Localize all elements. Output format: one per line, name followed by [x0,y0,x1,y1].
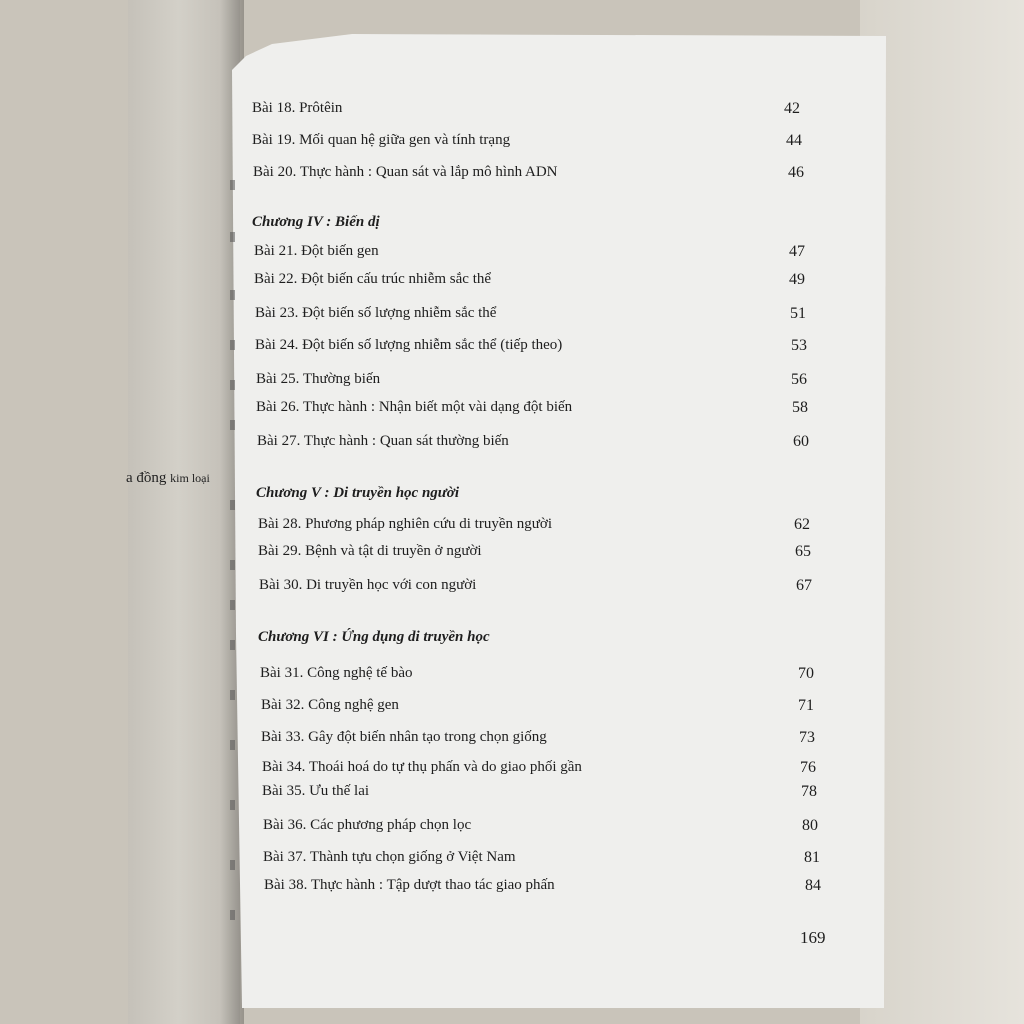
toc-entry-page: 76 [800,759,816,776]
toc-entry-label: Bài 38. [264,877,308,893]
toc-entry-page: 51 [790,305,806,322]
margin-mark [230,800,235,810]
toc-entry [0,399,1024,425]
toc-entry-label: Bài 20. [253,164,297,180]
toc-entry-label: Bài 28. [258,516,302,532]
toc-entry-text: Thực hành : Quan sát thường biến [303,433,509,449]
toc-entry-text: Prôtêin [299,100,343,116]
margin-mark [230,560,235,570]
toc-entry-text: Thực hành : Tập dượt thao tác giao phấn [310,877,555,893]
toc-entry-page: 73 [799,729,815,746]
toc-entry-label: Bài 36. [263,817,307,833]
toc-entry-page: 53 [791,337,807,354]
margin-mark [230,690,235,700]
toc-entry-page: 58 [792,399,808,416]
toc-entry-text: Đột biến số lượng nhiễm sắc thể [302,305,497,321]
toc-entry-label: Bài 18. [252,100,296,116]
toc-entry [0,433,1024,459]
toc-entry [0,877,1024,903]
margin-mark [230,740,235,750]
toc-entry-text: Công nghệ gen [308,697,399,713]
toc-entry-text: Đột biến cấu trúc nhiễm sắc thể [301,271,492,287]
toc-entry [0,665,1024,691]
toc-entry [0,783,1024,809]
toc-entry-title [260,665,413,682]
toc-entry-page: 67 [796,577,812,594]
toc-entry-page: 84 [805,877,821,894]
toc-entry-text: Các phương pháp chọn lọc [310,817,472,833]
toc-entry-page: 78 [801,783,817,800]
toc-entry [0,759,1024,785]
toc-entry [0,817,1024,843]
toc-entry-text: Công nghệ tế bào [307,665,413,681]
toc-entry-label: Bài 31. [260,665,304,681]
chapter-heading: Chương IV : Biến dị [252,214,380,230]
page-number: 169 [800,928,826,947]
toc-entry-page: 47 [789,243,805,260]
toc-entry-label: Bài 23. [255,305,299,321]
toc-entry-title [261,697,399,714]
toc-entry-label: Bài 19. [252,132,296,148]
toc-entry-page: 60 [793,433,809,450]
toc-entry-text: Thành tựu chọn giống ở Việt Nam [309,849,516,865]
toc-entry-text: Đột biến gen [301,243,379,259]
toc-entry [0,243,1024,269]
toc-entry-title [258,543,482,560]
toc-entry-page: 49 [789,271,805,288]
toc-entry-text: Phương pháp nghiên cứu di truyền người [305,516,552,532]
toc-entry-label: Bài 25. [256,371,300,387]
toc-entry-text: Thực hành : Quan sát và lắp mô hình ADN [299,164,558,180]
toc-entry [0,849,1024,875]
toc-entry-title [254,243,379,260]
left-page-text-small: kim loại [170,471,210,485]
toc-entry-title [259,577,476,594]
margin-mark [230,180,235,190]
toc-entry-title [253,164,558,181]
toc-entry-text: Đột biến số lượng nhiễm sắc thể (tiếp theo) [302,337,563,353]
toc-entry-title [252,132,510,149]
toc-entry [0,305,1024,331]
chapter-heading: Chương V : Di truyền học người [256,485,460,501]
margin-mark [230,340,235,350]
toc-entry-text: Thực hành : Nhận biết một vài dạng đột biến [302,399,573,415]
toc-entry [0,516,1024,542]
toc-entry-label: Bài 27. [257,433,301,449]
toc-entry-title [261,729,547,746]
margin-mark [230,232,235,242]
toc-entry-text: Gây đột biến nhân tạo trong chọn giống [308,729,547,745]
toc-entry-title [257,433,509,450]
toc-entry-title [258,516,552,533]
toc-entry-page: 62 [794,516,810,533]
left-page-text-main: a đồng [126,470,167,486]
toc-entry [0,729,1024,755]
toc-entry-title [256,371,380,388]
toc-entry-page: 44 [786,132,802,149]
toc-entry-page: 81 [804,849,820,866]
toc-entry-label: Bài 26. [256,399,300,415]
toc-entry-title [263,817,471,834]
toc-entry-label: Bài 30. [259,577,303,593]
toc-entry-label: Bài 33. [261,729,305,745]
toc-entry-title [264,877,555,894]
toc-entry-page: 42 [784,100,800,117]
toc-entry-title [252,100,342,117]
toc-entry-title [262,783,369,800]
toc-entry [0,271,1024,297]
toc-entry-label: Bài 32. [261,697,305,713]
toc-entry-label: Bài 24. [255,337,299,353]
toc-entry-text: Bệnh và tật di truyền ở người [305,543,482,559]
toc-entry-label: Bài 34. [262,759,306,775]
toc-entry [0,164,1024,190]
margin-mark [230,420,235,430]
toc-entry-label: Bài 22. [254,271,298,287]
toc-entry [0,697,1024,723]
toc-entry-page: 80 [802,817,818,834]
toc-entry-page: 70 [798,665,814,682]
toc-entry-label: Bài 37. [263,849,307,865]
left-page-text [126,470,210,487]
toc-entry [0,577,1024,603]
margin-mark [230,640,235,650]
toc-entry-title [254,271,491,288]
chapter-heading: Chương VI : Ứng dụng di truyền học [258,629,490,645]
toc-entry-text: Thoái hoá do tự thụ phấn và do giao phối gần [308,759,582,775]
toc-entry-page: 65 [795,543,811,560]
toc-entry [0,543,1024,569]
toc-entry-label: Bài 35. [262,783,306,799]
toc-entry-text: Di truyền học với con người [306,577,477,593]
toc-entry [0,337,1024,363]
toc-entry-text: Ưu thế lai [309,783,370,799]
toc-entry-label: Bài 21. [254,243,298,259]
toc-entry-title [262,759,582,776]
toc-entry-title [256,399,572,416]
toc-entry-page: 56 [791,371,807,388]
toc-entry-title [255,337,562,354]
margin-mark [230,380,235,390]
margin-mark [230,500,235,510]
toc-entry-title [263,849,516,866]
toc-entry-page: 46 [788,164,804,181]
toc-entry [0,132,1024,158]
toc-entry-page: 71 [798,697,814,714]
toc-entry-title [255,305,496,322]
toc-entry-text: Thường biến [302,371,381,387]
margin-mark [230,860,235,870]
margin-mark [230,600,235,610]
toc-entry [0,371,1024,397]
toc-entry-text: Mối quan hệ giữa gen và tính trạng [299,132,511,148]
margin-mark [230,910,235,920]
toc-entry [0,100,1024,126]
margin-mark [230,290,235,300]
toc-entry-label: Bài 29. [258,543,302,559]
